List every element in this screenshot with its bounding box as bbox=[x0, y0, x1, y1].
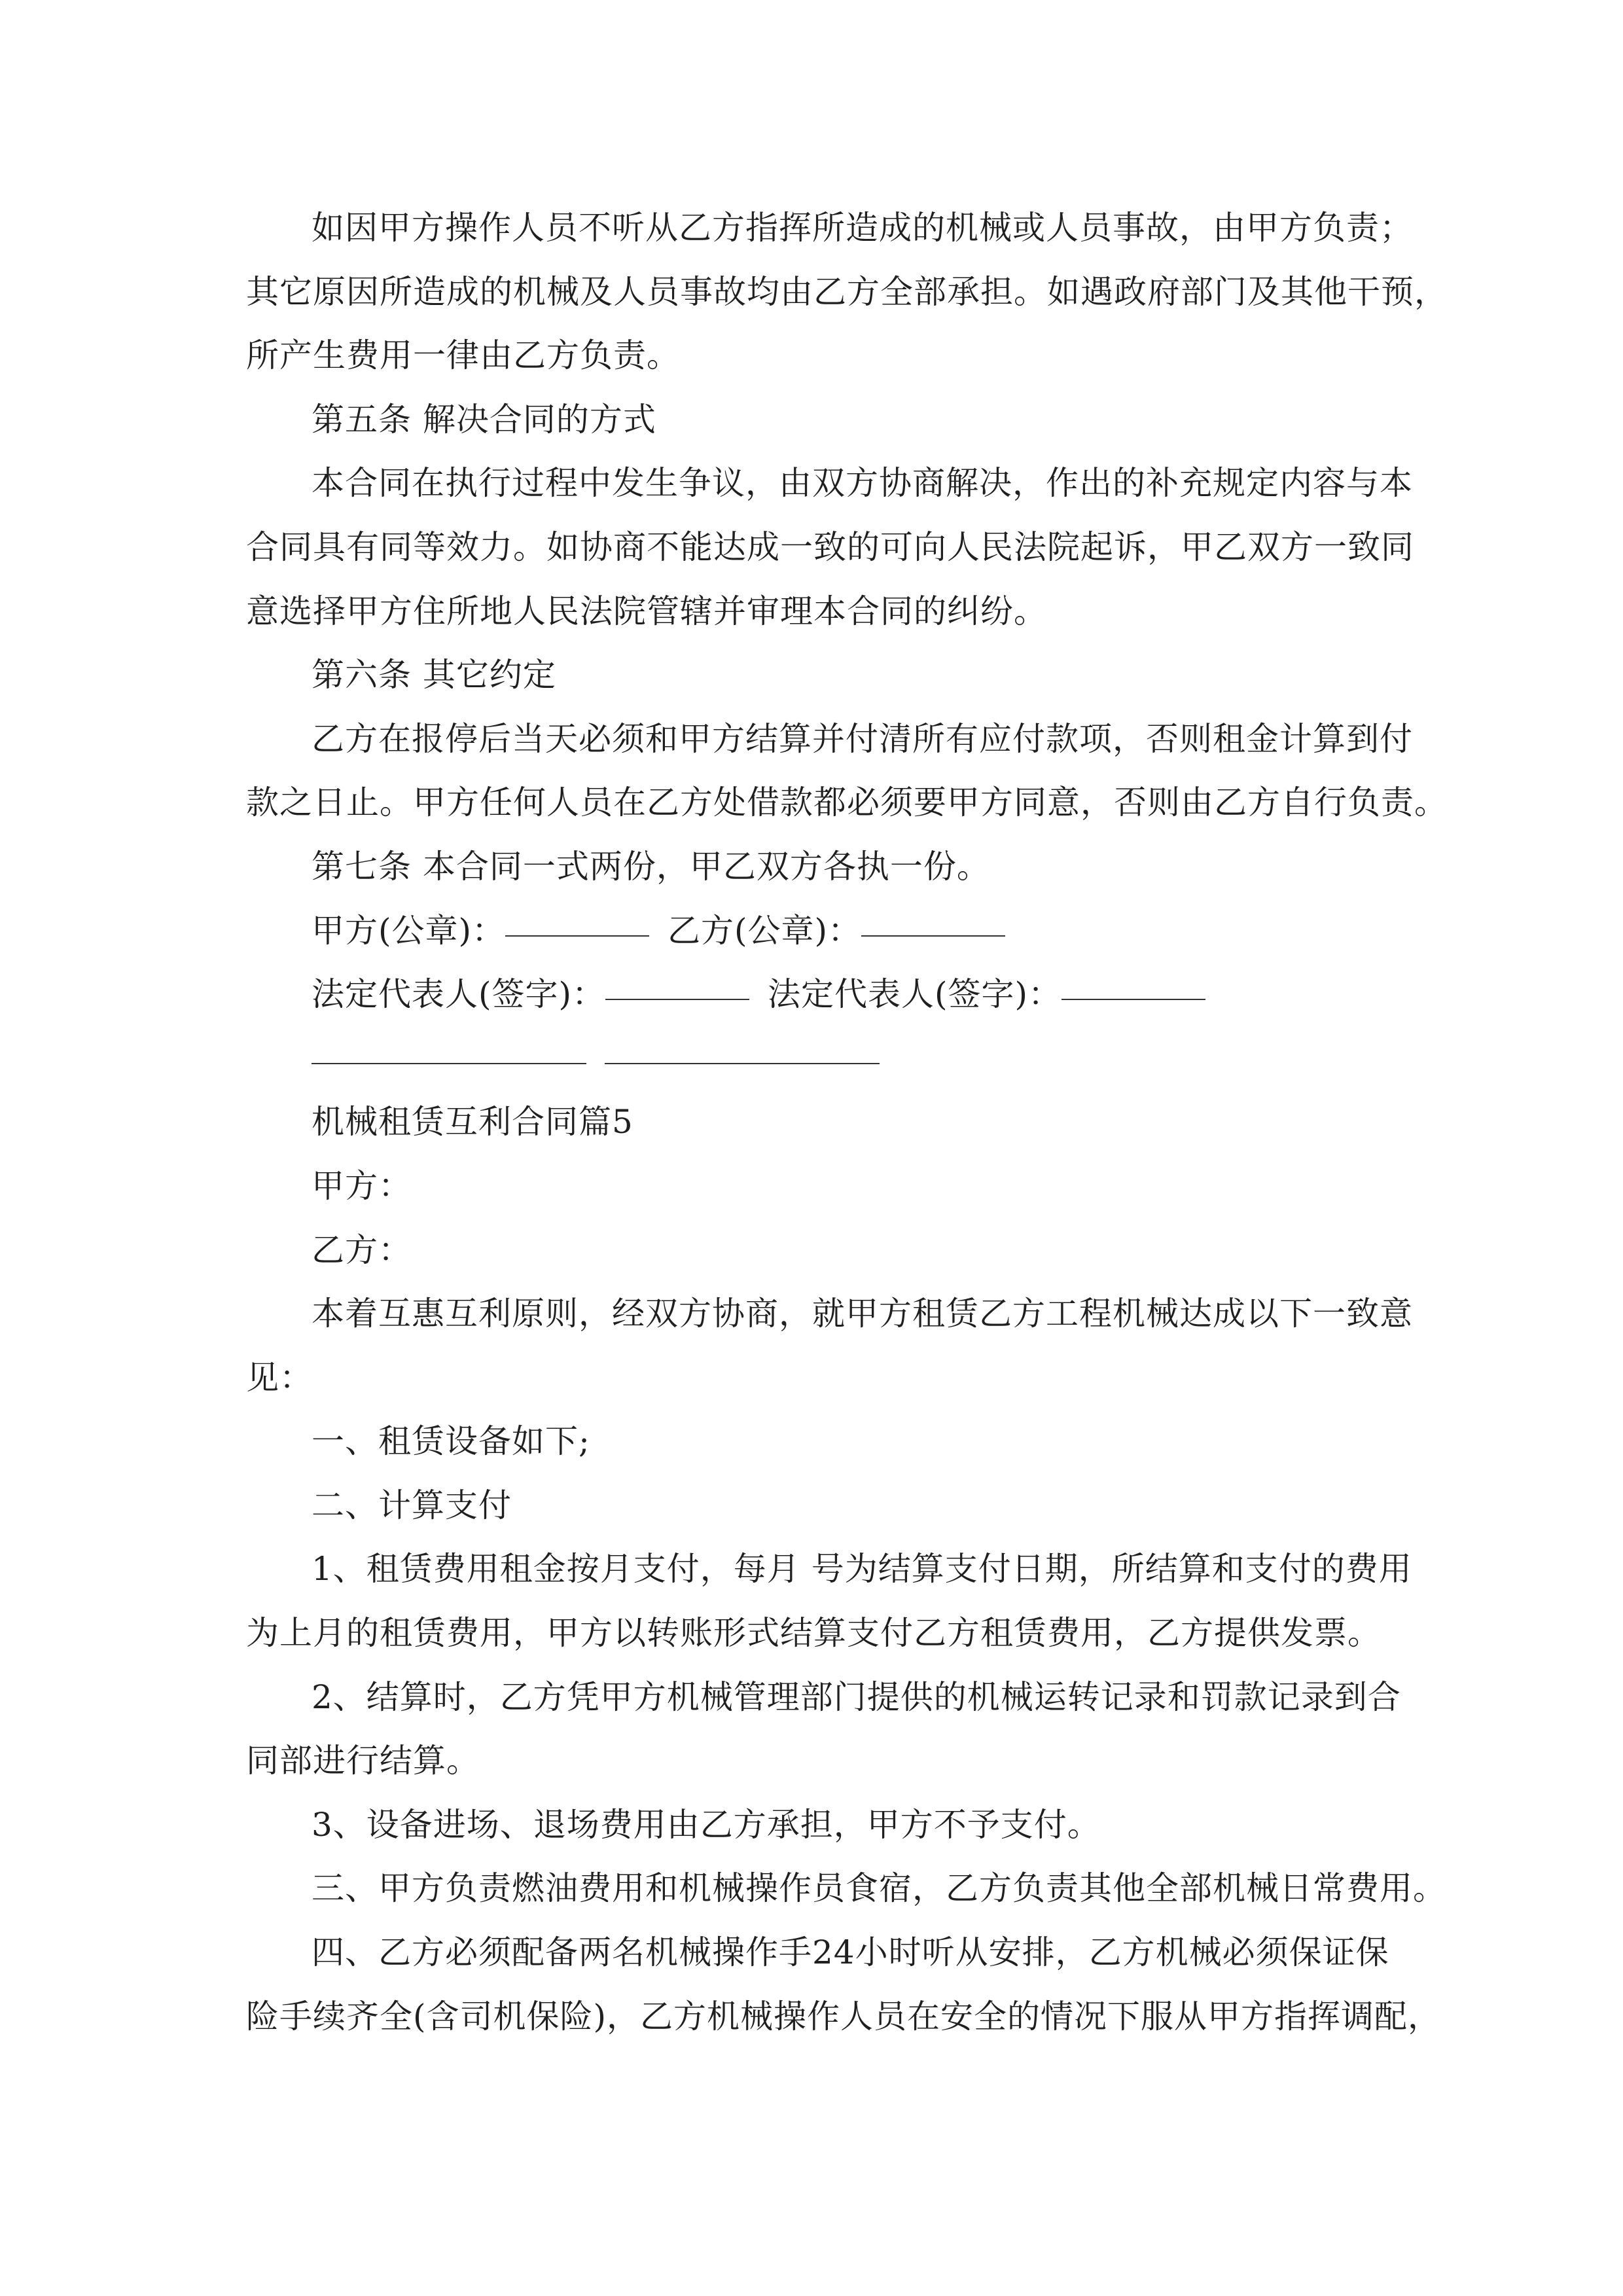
paragraph-line: 为上月的租赁费用，甲方以转账形式结算支付乙方租赁费用，乙方提供发票。 bbox=[246, 1614, 1381, 1653]
party-b-month-blank[interactable] bbox=[749, 1030, 814, 1064]
clause-heading-2: 二、计算支付 bbox=[312, 1486, 512, 1524]
paragraph-line: 2、结算时，乙方凭甲方机械管理部门提供的机械运转记录和罚款记录到合 bbox=[312, 1677, 1401, 1716]
paragraph-line: 本着互惠互利原则，经双方协商，就甲方租赁乙方工程机械达成以下一致意 bbox=[312, 1295, 1413, 1333]
party-a-seal-blank[interactable] bbox=[505, 903, 649, 937]
document-body bbox=[246, 196, 1448, 2049]
signature-line bbox=[246, 963, 1385, 1027]
paragraph-line: 其它原因所造成的机械及人员事故均由乙方全部承担。如遇政府部门及其他干预， bbox=[246, 272, 1448, 311]
party-a-seal-label: 甲方(公章)： bbox=[312, 911, 506, 950]
party-a-day-blank[interactable] bbox=[521, 1030, 586, 1064]
paragraph-line: 见： bbox=[246, 1358, 313, 1397]
date-line bbox=[246, 1027, 1385, 1091]
clause-heading-1: 一、租赁设备如下; bbox=[312, 1422, 590, 1461]
clause-heading-3: 三、甲方负责燃油费用和机械操作员食宿，乙方负责其他全部机械日常费用。 bbox=[312, 1869, 1446, 1908]
party-a-rep-label: 法定代表人(签字)： bbox=[312, 975, 606, 1014]
paragraph-line: 本合同在执行过程中发生争议，由双方协商解决，作出的补充规定内容与本 bbox=[312, 464, 1413, 503]
party-a-month-blank[interactable] bbox=[455, 1030, 521, 1064]
party-b-rep-label: 法定代表人(签字)： bbox=[768, 975, 1062, 1014]
party-b-line: 乙方： bbox=[312, 1230, 412, 1269]
article-heading-5: 第五条 解决合同的方式 bbox=[312, 400, 656, 439]
paragraph-line: 3、设备进场、退场费用由乙方承担，甲方不予支付。 bbox=[312, 1805, 1101, 1844]
paragraph-line: 意选择甲方住所地人民法院管辖并审理本合同的纠纷。 bbox=[246, 592, 1047, 630]
seal-line bbox=[246, 899, 1385, 963]
paragraph-line: 款之日止。甲方任何人员在乙方处借款都必须要甲方同意，否则由乙方自行负责。 bbox=[246, 783, 1448, 822]
article-heading-6: 第六条 其它约定 bbox=[312, 656, 556, 694]
party-a-line: 甲方： bbox=[312, 1166, 412, 1205]
party-b-seal-blank[interactable] bbox=[861, 903, 1005, 937]
party-b-rep-blank[interactable] bbox=[1061, 966, 1205, 1000]
paragraph-line: 同部进行结算。 bbox=[246, 1742, 480, 1780]
paragraph-line: 如因甲方操作人员不听从乙方指挥所造成的机械或人员事故，由甲方负责； bbox=[312, 209, 1413, 247]
party-a-year-blank[interactable] bbox=[312, 1030, 455, 1064]
paragraph-line: 险手续齐全(含司机保险)，乙方机械操作人员在安全的情况下服从甲方指挥调配， bbox=[246, 1997, 1442, 2036]
paragraph-line: 所产生费用一律由乙方负责。 bbox=[246, 336, 680, 375]
party-a-rep-blank[interactable] bbox=[605, 966, 749, 1000]
party-b-year-blank[interactable] bbox=[605, 1030, 749, 1064]
section-title: 机械租赁互利合同篇5 bbox=[312, 1103, 633, 1141]
article-heading-7: 第七条 本合同一式两份，甲乙双方各执一份。 bbox=[312, 847, 990, 886]
party-b-day-blank[interactable] bbox=[814, 1030, 880, 1064]
paragraph-line: 合同具有同等效力。如协商不能达成一致的可向人民法院起诉，甲乙双方一致同 bbox=[246, 528, 1414, 566]
paragraph-line: 乙方在报停后当天必须和甲方结算并付清所有应付款项，否则租金计算到付 bbox=[312, 719, 1413, 758]
paragraph-line: 四、乙方必须配备两名机械操作手24小时听从安排，乙方机械必须保证保 bbox=[312, 1933, 1389, 1972]
paragraph-line: 1、租赁费用租金按月支付，每月 号为结算支付日期，所结算和支付的费用 bbox=[312, 1550, 1412, 1588]
party-b-seal-label: 乙方(公章)： bbox=[668, 911, 862, 950]
